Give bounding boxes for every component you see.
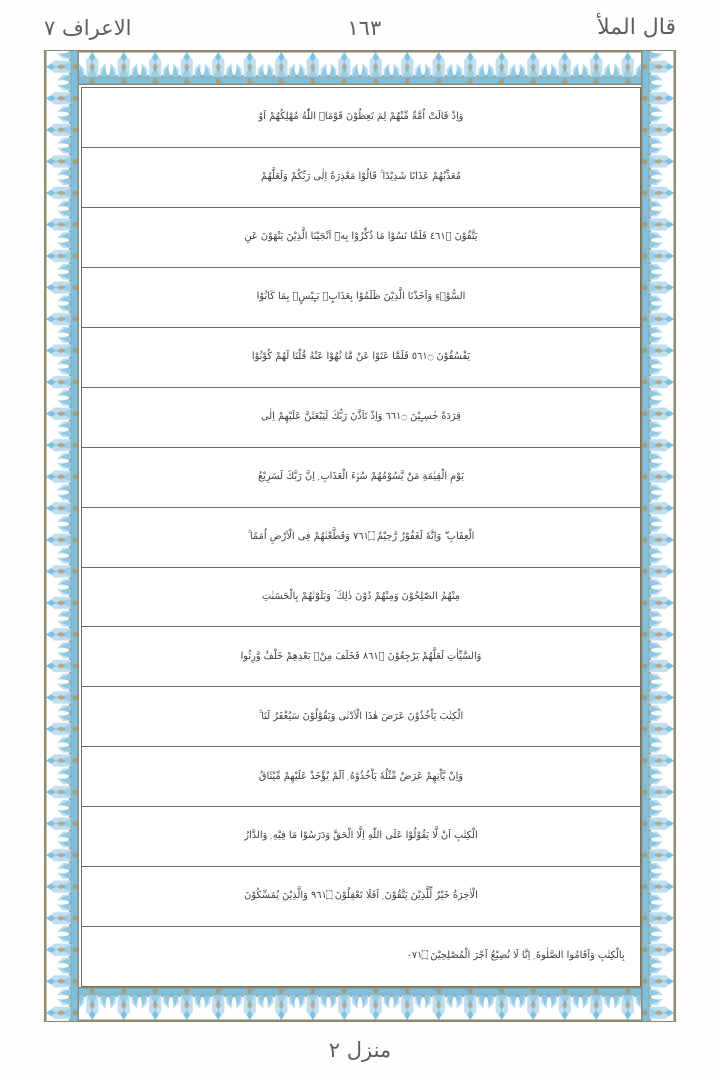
ayah-line [82, 148, 640, 208]
ornament-pattern-right-icon [641, 51, 675, 1021]
surah-name-label: الاعراف ٧ [44, 15, 132, 40]
ayah-line-text: قِرَدَةً خٰسِـِٕيْنَ ۝١٦٦ وَاِذْ تَاَذَّنَ رَبُّكَ لَيَبْعَثَنَّ عَلَيْهِمْ اِلٰى [261, 410, 461, 422]
ayah-line-text: يَوْمِ الْقِيٰمَةِ مَنْ يَّسُوْمُهُمْ سُوْۤءَ الْعَذَابِ ۭ اِنَّ رَبَّكَ لَسَرِيْعُ [257, 470, 465, 482]
ayah-line [82, 687, 640, 747]
border-ornament-top [45, 51, 675, 85]
page-header [44, 8, 676, 48]
ayah-line-text: وَالسَّيِّاٰتِ لَعَلَّهُمْ يَرْجِعُوْنَ ۝١٦٨ فَخَلَفَ مِنْۢ بَعْدِهِمْ خَلْفٌ وَّرِثُوا [240, 650, 482, 662]
ayah-line [82, 927, 640, 986]
ornament-pattern-bottom-icon [45, 987, 675, 1021]
ayah-line [82, 807, 640, 867]
ayah-line [82, 568, 640, 628]
ayah-line [82, 448, 640, 508]
ayah-line [82, 268, 640, 328]
ayah-line [82, 208, 640, 268]
ayah-line [82, 328, 640, 388]
rub-marker-label: قال الملأ [597, 15, 676, 40]
ayah-line [82, 88, 640, 148]
manzil-label: منزل ٢ [328, 1038, 392, 1062]
ayah-line-text: الْكِتٰبِ اَنْ لَّا يَقُوْلُوْا عَلَى اللّٰهِ اِلَّا الْحَقَّ وَدَرَسُوْا مَا فِيْهِ ۭ وَالدَّارُ [244, 830, 478, 842]
ayah-line-text: الْاٰخِرَةُ خَيْرٌ لِّلَّذِيْنَ يَتَّقُوْنَ ۭ اَفَلَا تَعْقِلُوْنَ ۝١٦٩ وَالَّذِيْنَ يُمَسِّكُوْنَ [244, 890, 478, 902]
ayah-line-text: يَتَّقُوْنَ ۝١٦٤ فَلَمَّا نَسُوْا مَا ذُكِّرُوْا بِهٖٓ اَنْجَيْنَا الَّذِيْنَ يَنْهَوْنَ عَنِ [244, 231, 478, 243]
border-ornament-right [641, 51, 675, 1021]
border-ornament-bottom [45, 987, 675, 1021]
ornamental-frame [44, 50, 676, 1022]
page-footer [0, 1038, 720, 1062]
ayah-line-text: وَاِذْ قَالَتْ اُمَّةٌ مِّنْهُمْ لِمَ تَعِظُوْنَ قَوْمَاۨ اللّٰهُ مُهْلِكُهُمْ اَوْ [258, 111, 464, 123]
ayah-line-text: وَاِنْ يَّاْتِهِمْ عَرَضٌ مِّثْلُهٗ يَاْخُذُوْهُ ۭ اَلَمْ يُؤْخَذْ عَلَيْهِمْ مِّيْثَاقُ [258, 770, 464, 782]
ayah-line [82, 867, 640, 927]
quran-text-panel [81, 87, 641, 987]
ayah-line [82, 508, 640, 568]
ayah-line-text: الْعِقَابِ ۖ وَاِنَّهٗ لَغَفُوْرٌ رَّحِيْمٌ ۝١٦٧ وَقَطَّعْنٰهُمْ فِى الْاَرْضِ اُمَمًا ۚ [247, 530, 475, 542]
ayah-line [82, 627, 640, 687]
ornament-pattern-left-icon [45, 51, 79, 1021]
ayah-line-list [82, 88, 640, 986]
ayah-line-text: الْكِتٰبَ يَاْخُذُوْنَ عَرَضَ هٰذَا الْاَدْنٰى وَيَقُوْلُوْنَ سَيُغْفَرُ لَنَا ۚ [258, 710, 464, 722]
ayah-line [82, 388, 640, 448]
ayah-line-text: السُّوْۤءِ وَاَخَذْنَا الَّذِيْنَ ظَلَمُوْا بِعَذَابٍۭ بَـِٕيْسٍۭ بِمَا كَانُوْا [256, 291, 466, 303]
ayah-line-text: مُعَذِّبُهُمْ عَذَابًا شَدِيْدًا ۚ قَالُوْا مَعْذِرَةً اِلٰى رَبِّكُمْ وَلَعَلَّهُمْ [261, 171, 461, 183]
ayah-line-text: يَفْسُقُوْنَ ۝١٦٥ فَلَمَّا عَتَوْا عَنْ مَّا نُهُوْا عَنْهُ قُلْنَا لَهُمْ كُوْنُوْا [251, 350, 471, 362]
ayah-line-text: مِنْهُمُ الصّٰلِحُوْنَ وَمِنْهُمْ دُوْنَ ذٰلِكَ ۡ وَبَلَوْنٰهُمْ بِالْحَسَنٰتِ [261, 590, 461, 602]
border-ornament-left [45, 51, 79, 1021]
ornament-pattern-top-icon [45, 51, 675, 85]
page-number: ١٦٣ [347, 15, 382, 40]
ayah-line [82, 747, 640, 807]
ayah-line-text: بِالْكِتٰبِ وَاَقَامُوا الصَّلٰوةَ ۭ اِنَّا لَا نُضِيْعُ اَجْرَ الْمُصْلِحِيْنَ ۝١٧٠ [406, 950, 625, 962]
